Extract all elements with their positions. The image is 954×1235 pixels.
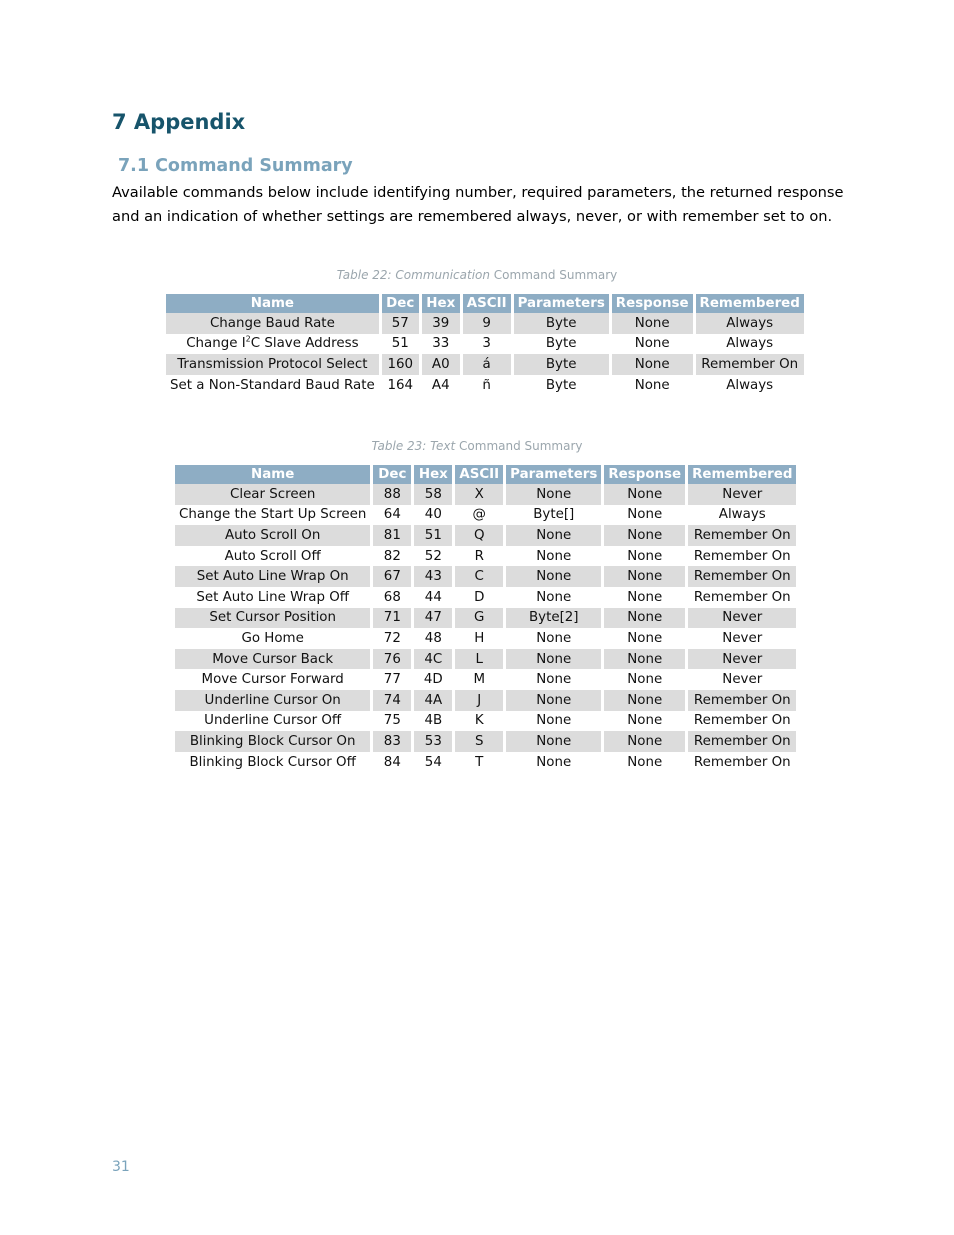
table-cell: Never [688,484,796,505]
table-cell: S [455,731,506,752]
table-cell: None [506,690,604,711]
table-cell: A0 [422,354,463,375]
table-cell: J [455,690,506,711]
table-22-caption-rest: Command Summary [489,268,618,282]
table-cell: 51 [414,525,455,546]
table-cell: None [506,525,604,546]
table-cell: ñ [463,375,514,396]
table-cell: Auto Scroll Off [175,546,373,567]
table-row [175,566,796,587]
column-header: ASCII [455,465,506,484]
table-cell: 53 [414,731,455,752]
text-command-table [175,465,796,772]
column-header: Parameters [514,294,612,313]
table-cell: Remember On [693,713,791,729]
table-cell: Byte [514,354,612,375]
table-row [175,628,796,649]
table-cell: None [604,484,688,505]
table-cell: 76 [373,649,414,670]
table-cell: None [506,566,604,587]
table-cell: Always [726,336,774,352]
table-cell: Never [688,649,796,670]
table-header-row [166,294,804,313]
communication-command-table [166,294,804,395]
table-cell: 48 [414,628,455,649]
table-cell: Set Auto Line Wrap Off [175,587,373,608]
table-cell: Remember On [688,690,796,711]
table-cell: T [455,752,506,773]
table-header-row [175,465,796,484]
table-cell: Always [718,507,766,523]
table-22-caption [0,268,954,282]
table-row [175,505,796,526]
table-cell: 57 [382,313,422,334]
table-cell: Underline Cursor Off [175,711,373,732]
column-header: Response [612,294,696,313]
table-cell: Go Home [175,628,373,649]
table-cell: 4A [414,690,455,711]
table-cell: 83 [373,731,414,752]
table-cell: Auto Scroll On [175,525,373,546]
table-cell: 67 [373,566,414,587]
table-cell: Q [455,525,506,546]
table-cell: 47 [414,608,455,629]
table-cell: R [455,546,506,567]
table-cell: G [455,608,506,629]
table-cell: 71 [373,608,414,629]
table-cell: Byte [514,313,612,334]
table-cell: None [604,752,688,773]
table-cell: Remember On [696,354,804,375]
table-cell: A4 [422,375,463,396]
table-cell: Byte[2] [506,608,604,629]
table-cell: None [506,484,604,505]
table-cell: 4C [414,649,455,670]
table-row [175,711,796,732]
table-cell: None [604,566,688,587]
table-row [175,525,796,546]
table-row [175,669,796,690]
table-cell: Remember On [688,525,796,546]
column-header: Hex [414,465,455,484]
section-heading: 7 Appendix [112,110,246,134]
table-cell: M [455,669,506,690]
table-cell: 43 [414,566,455,587]
column-header: Remembered [696,294,804,313]
table-cell: None [506,731,604,752]
table-cell: None [604,711,688,732]
table-cell: None [612,375,696,396]
table-cell: 88 [373,484,414,505]
table-cell: Byte [514,375,612,396]
table-cell: None [604,525,688,546]
table-cell: None [506,628,604,649]
table-row [166,313,804,334]
table-cell: Remember On [693,589,791,605]
table-cell: Remember On [688,566,796,587]
table-cell: Remember On [693,548,791,564]
table-cell: 164 [382,375,422,396]
table-cell: None [604,628,688,649]
table-cell: 9 [463,313,514,334]
table-cell: 3 [463,334,514,355]
table-23-caption-rest: Command Summary [455,439,583,453]
column-header: Name [166,294,382,313]
table-cell: Move Cursor Back [175,649,373,670]
table-cell: 74 [373,690,414,711]
table-cell: X [455,484,506,505]
table-cell: None [604,587,688,608]
table-cell: C [455,566,506,587]
table-cell: L [455,649,506,670]
column-header: Dec [373,465,414,484]
table-cell: 77 [373,669,414,690]
superscript-2: 2 [245,334,251,344]
table-cell: 33 [422,334,463,355]
column-header: Hex [422,294,463,313]
table-cell: Set Auto Line Wrap On [175,566,373,587]
table-row [175,484,796,505]
table-cell: Set a Non-Standard Baud Rate [166,375,382,396]
table-cell: None [604,608,688,629]
table-cell: Change $I^2C$ Slave Address [166,334,382,355]
table-cell: Byte[] [506,505,604,526]
table-cell: 40 [414,505,455,526]
table-cell: None [604,649,688,670]
table-cell: 68 [373,587,414,608]
table-cell: 81 [373,525,414,546]
table-cell: Never [722,630,763,646]
table-cell: 72 [373,628,414,649]
table-22-caption-italic: Table 22: Communication [336,268,490,282]
table-cell: á [463,354,514,375]
table-cell: 160 [382,354,422,375]
table-cell: 82 [373,546,414,567]
table-23-caption-italic: Table 23: Text [371,439,456,453]
table-cell: None [506,752,604,773]
table-cell: Set Cursor Position [175,608,373,629]
table-cell: Never [722,672,763,688]
table-cell: Change Baud Rate [166,313,382,334]
table-cell: Underline Cursor On [175,690,373,711]
subsection-heading: 7.1 Command Summary [118,156,353,176]
table-cell: Clear Screen [175,484,373,505]
table-row [166,354,804,375]
table-row [175,690,796,711]
table-row [175,546,796,567]
column-header: Parameters [506,465,604,484]
page-number: 31 [112,1159,130,1175]
table-cell: None [604,546,688,567]
table-cell: 54 [414,752,455,773]
table-cell: None [612,354,696,375]
table-cell: H [455,628,506,649]
table-cell: Blinking Block Cursor On [175,731,373,752]
table-cell: 84 [373,752,414,773]
table-cell: 51 [382,334,422,355]
table-cell: K [455,711,506,732]
table-row [175,731,796,752]
table-cell: Move Cursor Forward [175,669,373,690]
table-row [166,375,804,396]
table-cell: None [506,711,604,732]
table-cell: Always [696,313,804,334]
table-cell: 4B [414,711,455,732]
column-header: Name [175,465,373,484]
column-header: Response [604,465,688,484]
table-cell: 64 [373,505,414,526]
table-cell: Byte [514,334,612,355]
table-cell: None [604,505,688,526]
table-row [175,608,796,629]
table-cell: 52 [414,546,455,567]
table-cell: Never [688,608,796,629]
table-cell: 4D [414,669,455,690]
table-cell: Always [726,377,774,393]
column-header: ASCII [463,294,514,313]
table-cell: 44 [414,587,455,608]
table-cell: Blinking Block Cursor Off [175,752,373,773]
table-cell: None [604,690,688,711]
column-header: Dec [382,294,422,313]
table-row [175,752,796,773]
table-cell: @ [455,505,506,526]
table-cell: None [506,669,604,690]
table-cell: None [506,649,604,670]
table-23-caption [0,439,954,453]
table-row [166,334,804,355]
table-cell: Remember On [693,754,791,770]
table-cell: 39 [422,313,463,334]
table-cell: Transmission Protocol Select [166,354,382,375]
table-row [175,587,796,608]
table-row [175,649,796,670]
table-cell: 58 [414,484,455,505]
table-cell: None [506,546,604,567]
table-cell: Remember On [688,731,796,752]
table-cell: None [604,669,688,690]
table-cell: None [612,313,696,334]
table-cell: None [612,334,696,355]
table-cell: None [604,731,688,752]
table-cell: None [506,587,604,608]
table-cell: 75 [373,711,414,732]
intro-paragraph: Available commands below include identifying number, required parameters, the returned response and an indication of whether settings are remembered always, never, or with remember set to on. [112,184,844,225]
i2c-name-rest: C Slave Address [250,336,359,352]
table-cell: D [455,587,506,608]
table-cell: Change the Start Up Screen [175,505,373,526]
column-header: Remembered [688,465,796,484]
